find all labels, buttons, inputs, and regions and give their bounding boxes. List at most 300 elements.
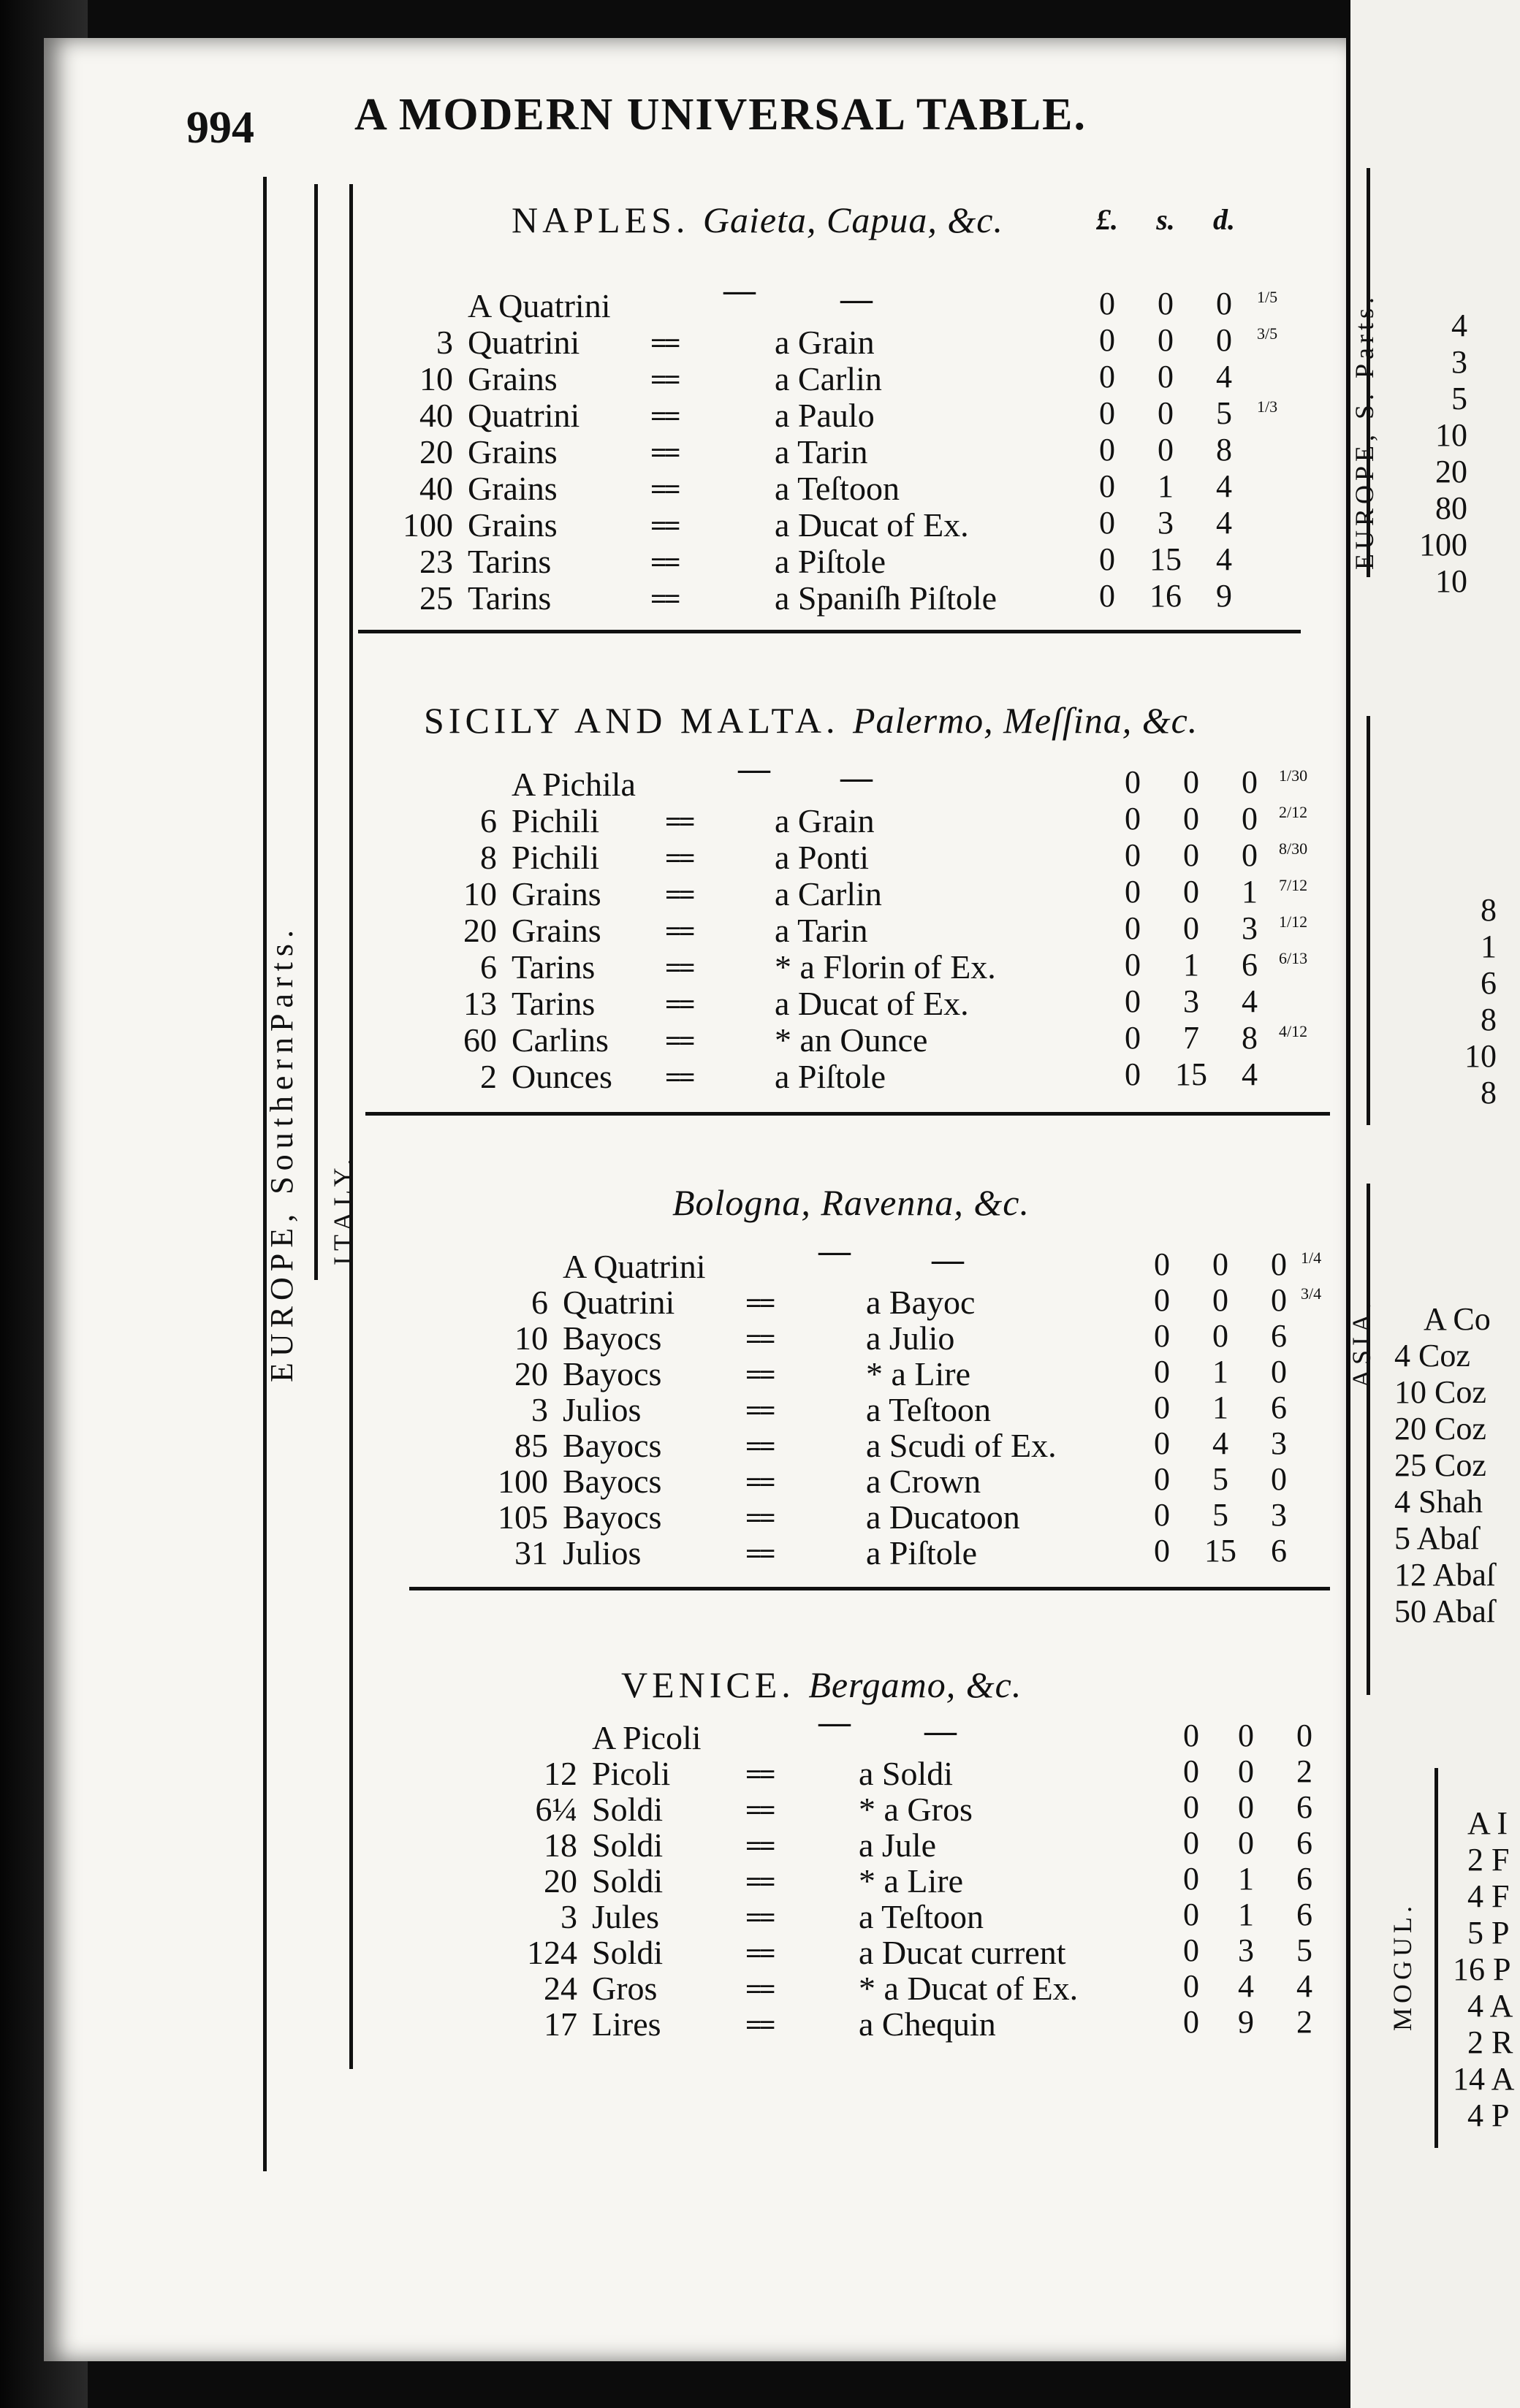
row-unit: Lires (592, 2005, 661, 2043)
equals-sign: == (745, 1501, 773, 1534)
dash-rule: — (924, 1713, 957, 1749)
equals-sign: == (745, 1901, 773, 1934)
equals-sign: == (745, 1758, 773, 1791)
farthing-fraction: 4/12 (1279, 1022, 1308, 1040)
shillings-value: 1 (1212, 1390, 1228, 1425)
pounds-value: 0 (1125, 1056, 1141, 1092)
equals-sign: == (650, 546, 678, 579)
facing-page (1347, 0, 1520, 2408)
facing-line: 16 P (1453, 1951, 1511, 1987)
pounds-value: 0 (1125, 983, 1141, 1019)
pounds-value: 0 (1154, 1354, 1170, 1390)
pounds-value: 0 (1125, 874, 1141, 910)
pounds-value: 0 (1154, 1461, 1170, 1497)
pence-value: 6 (1271, 1533, 1287, 1569)
row-quantity: 10 (514, 1319, 548, 1357)
shillings-value: 0 (1183, 874, 1199, 910)
row-value: a Bayoc (866, 1284, 976, 1321)
row-quantity: 100 (403, 506, 453, 544)
row-value: a Piſtole (775, 1058, 886, 1095)
section-title (621, 1664, 1022, 1706)
facing-line: 4 A (1467, 1988, 1513, 2024)
farthing-fraction: 1/5 (1257, 288, 1278, 306)
row-quantity: 23 (419, 543, 453, 580)
shillings-value: 9 (1238, 2004, 1254, 2040)
pence-value: 6 (1296, 1825, 1312, 1861)
section-title (512, 199, 1003, 241)
section-places: Bologna, Ravenna, &c. (672, 1182, 1030, 1223)
row-quantity: 40 (419, 397, 453, 434)
shillings-value: 1 (1183, 947, 1199, 983)
row-quantity: 8 (480, 839, 497, 876)
facing-line: 8 (1481, 892, 1497, 928)
section-places: Bergamo, &c. (808, 1664, 1022, 1705)
shillings-value: 0 (1183, 837, 1199, 873)
shillings-value: 1 (1212, 1354, 1228, 1390)
shillings-value: 5 (1212, 1461, 1228, 1497)
pence-value: 4 (1296, 1968, 1312, 2004)
pence-value: 3 (1242, 910, 1258, 946)
pounds-value: 0 (1125, 1020, 1141, 1056)
equals-sign: == (665, 988, 693, 1021)
pounds-value: 0 (1183, 1897, 1199, 1932)
equals-sign: == (650, 327, 678, 359)
equals-sign: == (745, 2008, 773, 2041)
section-title (424, 699, 1198, 742)
row-quantity: 13 (463, 985, 497, 1022)
equals-sign: == (665, 842, 693, 875)
section-country: NAPLES. (512, 199, 703, 240)
pence-value: 4 (1242, 983, 1258, 1019)
row-unit: Gros (592, 1970, 658, 2007)
row-value: a Ducatoon (866, 1498, 1020, 1536)
equals-sign: == (745, 1937, 773, 1970)
shillings-value: 0 (1183, 801, 1199, 837)
equals-sign: == (665, 878, 693, 911)
dash-rule: — (840, 760, 873, 796)
row-value: a Chequin (859, 2005, 996, 2043)
equals-sign: == (650, 509, 678, 542)
row-unit: Pichili (512, 839, 600, 876)
pence-value: 2 (1296, 2004, 1312, 2040)
row-quantity: 20 (419, 433, 453, 470)
pence-value: 6 (1271, 1390, 1287, 1425)
shillings-value: 0 (1158, 322, 1174, 358)
shillings-value: 3 (1183, 983, 1199, 1019)
shillings-value: 3 (1238, 1932, 1254, 1968)
row-unit: Bayocs (563, 1319, 662, 1357)
column-head: £. (1096, 203, 1118, 236)
facing-bracket-4 (1434, 1768, 1438, 2148)
farthing-fraction: 1/3 (1257, 397, 1278, 416)
row-unit: Bayocs (563, 1427, 662, 1464)
pounds-value: 0 (1125, 801, 1141, 837)
section-divider (358, 630, 1301, 633)
pence-value: 2 (1296, 1753, 1312, 1789)
row-unit: A Quatrini (563, 1248, 706, 1285)
pence-value: 8 (1216, 432, 1232, 468)
pence-value: 6 (1242, 947, 1258, 983)
row-quantity: 85 (514, 1427, 548, 1464)
row-unit: A Picoli (592, 1719, 702, 1756)
pounds-value: 0 (1099, 286, 1115, 321)
row-value: a Jule (859, 1826, 937, 1864)
row-unit: Soldi (592, 1934, 664, 1971)
equals-sign: == (665, 1024, 693, 1057)
shillings-value: 5 (1212, 1497, 1228, 1533)
farthing-fraction: 6/13 (1279, 949, 1308, 967)
pence-value: 3 (1271, 1425, 1287, 1461)
shillings-value: 0 (1238, 1718, 1254, 1753)
row-unit: Quatrini (468, 324, 580, 361)
farthing-fraction: 1/12 (1279, 912, 1308, 931)
equals-sign: == (745, 1466, 773, 1498)
row-value: a Grain (775, 324, 875, 361)
pounds-value: 0 (1125, 764, 1141, 800)
facing-line: 4 P (1467, 2098, 1510, 2133)
row-unit: Tarins (512, 985, 596, 1022)
shillings-value: 1 (1238, 1897, 1254, 1932)
row-value: a Ducat of Ex. (775, 506, 969, 544)
pounds-value: 0 (1099, 359, 1115, 395)
facing-side-label: ASIA. (1347, 1298, 1376, 1388)
row-value: a Ducat of Ex. (775, 985, 969, 1022)
pounds-value: 0 (1125, 947, 1141, 983)
row-quantity: 10 (463, 875, 497, 912)
equals-sign: == (650, 436, 678, 469)
equals-sign: == (745, 1973, 773, 2005)
row-value: a Soldi (859, 1755, 954, 1792)
pence-value: 6 (1296, 1861, 1312, 1897)
column-head: s. (1156, 203, 1175, 236)
row-quantity: 10 (419, 360, 453, 397)
equals-sign: == (650, 400, 678, 433)
pence-value: 4 (1216, 359, 1232, 395)
pounds-value: 0 (1183, 1825, 1199, 1861)
dash-rule: — (723, 273, 756, 308)
row-value: a Teſtoon (866, 1391, 991, 1428)
equals-sign: == (745, 1287, 773, 1319)
facing-side-label: MOGUL. (1388, 1902, 1417, 2031)
dash-rule: — (738, 751, 770, 787)
row-value: a Ponti (775, 839, 870, 876)
farthing-fraction: 7/12 (1279, 876, 1308, 894)
row-unit: Grains (468, 470, 558, 507)
row-value: a Teſtoon (859, 1898, 984, 1935)
equals-sign: == (745, 1865, 773, 1898)
shillings-value: 0 (1183, 764, 1199, 800)
pence-value: 5 (1296, 1932, 1312, 1968)
equals-sign: == (665, 915, 693, 948)
row-value: * a Gros (859, 1791, 973, 1828)
pounds-value: 0 (1099, 395, 1115, 431)
pence-value: 0 (1296, 1718, 1312, 1753)
facing-line: 100 (1419, 527, 1467, 563)
pence-value: 5 (1216, 395, 1232, 431)
row-quantity: 2 (480, 1058, 497, 1095)
row-unit: A Quatrini (468, 287, 611, 324)
row-value: a Tarin (775, 912, 868, 949)
pounds-value: 0 (1125, 910, 1141, 946)
pounds-value: 0 (1154, 1533, 1170, 1569)
equals-sign: == (745, 1794, 773, 1826)
facing-line: 12 Abaſ (1394, 1557, 1496, 1593)
pounds-value: 0 (1125, 837, 1141, 873)
row-unit: Quatrini (468, 397, 580, 434)
row-quantity: 100 (498, 1463, 548, 1500)
row-quantity: 40 (419, 470, 453, 507)
row-quantity: 3 (531, 1391, 548, 1428)
farthing-fraction: 3/5 (1257, 324, 1278, 343)
row-value: * an Ounce (775, 1021, 928, 1059)
pence-value: 0 (1242, 837, 1258, 873)
pence-value: 4 (1216, 541, 1232, 577)
facing-line: 5 P (1467, 1915, 1510, 1951)
section-country: VENICE. (621, 1664, 809, 1705)
row-value: * a Lire (866, 1355, 971, 1392)
row-quantity: 3 (560, 1898, 577, 1935)
facing-line: 10 (1435, 417, 1467, 453)
row-unit: Grains (512, 875, 601, 912)
row-value: a Paulo (775, 397, 875, 434)
pence-value: 8 (1242, 1020, 1258, 1056)
pounds-value: 0 (1154, 1246, 1170, 1282)
row-quantity: 6 (531, 1284, 548, 1321)
pounds-value: 0 (1099, 432, 1115, 468)
row-value: a Piſtole (866, 1534, 978, 1571)
facing-line: 5 Abaſ (1394, 1520, 1480, 1556)
row-quantity: 6 (480, 802, 497, 839)
facing-line: 2 R (1467, 2024, 1513, 2060)
shillings-value: 3 (1158, 505, 1174, 541)
shillings-value: 15 (1175, 1056, 1207, 1092)
pence-value: 0 (1216, 322, 1232, 358)
shillings-value: 15 (1204, 1533, 1236, 1569)
pence-value: 6 (1296, 1789, 1312, 1825)
italy-bracket-line (314, 184, 318, 1280)
row-value: a Tarin (775, 433, 868, 470)
row-value: a Teſtoon (775, 470, 900, 507)
shillings-value: 0 (1158, 395, 1174, 431)
row-value: a Grain (775, 802, 875, 839)
side-label-country: ITALY. (328, 1153, 357, 1265)
facing-line: 20 (1435, 454, 1467, 489)
equals-sign: == (745, 1394, 773, 1427)
pounds-value: 0 (1183, 1718, 1199, 1753)
facing-line: 2 F (1467, 1842, 1510, 1878)
pence-value: 1 (1242, 874, 1258, 910)
row-unit: Tarins (512, 948, 596, 986)
row-unit: Grains (512, 912, 601, 949)
facing-line: 10 (1435, 563, 1467, 599)
row-unit: Soldi (592, 1826, 664, 1864)
facing-line: 50 Abaſ (1394, 1593, 1496, 1629)
row-value: a Carlin (775, 875, 882, 912)
section-places: Palermo, Meſſina, &c. (852, 700, 1198, 741)
dash-rule: — (932, 1242, 964, 1278)
shillings-value: 0 (1238, 1753, 1254, 1789)
pence-value: 0 (1271, 1354, 1287, 1390)
shillings-value: 4 (1238, 1968, 1254, 2004)
equals-sign: == (745, 1537, 773, 1570)
dash-rule: — (818, 1233, 851, 1269)
pence-value: 4 (1242, 1056, 1258, 1092)
row-quantity: 124 (527, 1934, 577, 1971)
pence-value: 4 (1216, 468, 1232, 504)
row-unit: Grains (468, 360, 558, 397)
shillings-value: 0 (1158, 359, 1174, 395)
dash-rule: — (840, 281, 873, 317)
shillings-value: 0 (1212, 1246, 1228, 1282)
row-unit: Carlins (512, 1021, 609, 1059)
farthing-fraction: 1/4 (1301, 1249, 1322, 1267)
pence-value: 4 (1216, 505, 1232, 541)
equals-sign: == (745, 1358, 773, 1391)
pounds-value: 0 (1183, 1753, 1199, 1789)
facing-line: 25 Coz (1394, 1447, 1486, 1483)
row-unit: A Pichila (512, 766, 636, 803)
pence-value: 0 (1242, 801, 1258, 837)
facing-line: 80 (1435, 490, 1467, 526)
row-quantity: 24 (544, 1970, 577, 2007)
row-unit: Jules (592, 1898, 659, 1935)
equals-sign: == (650, 363, 678, 396)
pounds-value: 0 (1099, 505, 1115, 541)
pounds-value: 0 (1183, 1861, 1199, 1897)
equals-sign: == (745, 1829, 773, 1862)
row-unit: Picoli (592, 1755, 671, 1792)
row-quantity: 17 (544, 2005, 577, 2043)
shillings-value: 0 (1212, 1282, 1228, 1318)
facing-line: 10 (1464, 1038, 1497, 1074)
shillings-value: 1 (1238, 1861, 1254, 1897)
row-quantity: 105 (498, 1498, 548, 1536)
pence-value: 0 (1242, 764, 1258, 800)
row-unit: Soldi (592, 1862, 664, 1900)
facing-line: 6 (1481, 965, 1497, 1001)
pence-value: 0 (1271, 1461, 1287, 1497)
facing-line: 4 F (1467, 1878, 1510, 1914)
side-label-region: EUROPE, SouthernParts. (264, 924, 300, 1382)
pence-value: 0 (1271, 1246, 1287, 1282)
facing-line: 10 Coz (1394, 1374, 1486, 1410)
shillings-value: 0 (1158, 432, 1174, 468)
farthing-fraction: 1/30 (1279, 766, 1308, 785)
row-value: * a Ducat of Ex. (859, 1970, 1079, 2007)
equals-sign: == (745, 1430, 773, 1463)
pounds-value: 0 (1183, 1932, 1199, 1968)
row-unit: Julios (563, 1391, 642, 1428)
facing-line: A Co (1424, 1301, 1491, 1337)
facing-line: 5 (1451, 381, 1467, 416)
facing-line: 3 (1451, 344, 1467, 380)
facing-line: 8 (1481, 1002, 1497, 1037)
pence-value: 6 (1296, 1897, 1312, 1932)
row-quantity: 3 (436, 324, 453, 361)
pounds-value: 0 (1154, 1282, 1170, 1318)
row-unit: Grains (468, 433, 558, 470)
row-unit: Tarins (468, 579, 552, 617)
row-quantity: 31 (514, 1534, 548, 1571)
facing-side-label: EUROPE, S. Parts. (1350, 292, 1379, 570)
row-quantity: 20 (463, 912, 497, 949)
pounds-value: 0 (1183, 1968, 1199, 2004)
row-value: a Carlin (775, 360, 882, 397)
row-value: a Scudi of Ex. (866, 1427, 1057, 1464)
shillings-value: 0 (1212, 1318, 1228, 1354)
dash-rule: — (818, 1704, 851, 1740)
shillings-value: 4 (1212, 1425, 1228, 1461)
facing-line: 20 Coz (1394, 1411, 1486, 1447)
row-unit: Ounces (512, 1058, 612, 1095)
equals-sign: == (665, 805, 693, 838)
row-quantity: 20 (544, 1862, 577, 1900)
row-unit: Soldi (592, 1791, 664, 1828)
row-quantity: 18 (544, 1826, 577, 1864)
pence-value: 6 (1271, 1318, 1287, 1354)
pounds-value: 0 (1099, 578, 1115, 614)
section-places: Gaieta, Capua, &c. (702, 199, 1003, 240)
shillings-value: 0 (1238, 1789, 1254, 1825)
pence-value: 0 (1216, 286, 1232, 321)
pence-value: 0 (1271, 1282, 1287, 1318)
pounds-value: 0 (1154, 1390, 1170, 1425)
pounds-value: 0 (1099, 468, 1115, 504)
shillings-value: 0 (1183, 910, 1199, 946)
facing-line: 14 A (1453, 2061, 1515, 2097)
shillings-value: 1 (1158, 468, 1174, 504)
pounds-value: 0 (1099, 322, 1115, 358)
pence-value: 3 (1271, 1497, 1287, 1533)
row-value: a Ducat current (859, 1934, 1066, 1971)
row-value: * a Florin of Ex. (775, 948, 996, 986)
row-quantity: 6 (480, 948, 497, 986)
row-quantity: 20 (514, 1355, 548, 1392)
row-value: a Spaniſh Piſtole (775, 579, 997, 617)
shillings-value: 15 (1150, 541, 1182, 577)
pounds-value: 0 (1154, 1425, 1170, 1461)
facing-bracket-2 (1367, 716, 1370, 1125)
row-unit: Bayocs (563, 1463, 662, 1500)
row-quantity: 25 (419, 579, 453, 617)
farthing-fraction: 2/12 (1279, 803, 1308, 821)
page-number: 994 (186, 103, 254, 153)
pounds-value: 0 (1154, 1497, 1170, 1533)
pence-value: 9 (1216, 578, 1232, 614)
equals-sign: == (665, 1061, 693, 1094)
running-header: A MODERN UNIVERSAL TABLE. (354, 90, 1087, 140)
column-head: d. (1213, 203, 1235, 236)
section-divider (409, 1587, 1330, 1590)
page-994 (44, 38, 1346, 2361)
facing-line: 1 (1481, 929, 1497, 964)
row-unit: Bayocs (563, 1355, 662, 1392)
equals-sign: == (745, 1322, 773, 1355)
row-unit: Quatrini (563, 1284, 675, 1321)
row-unit: Pichili (512, 802, 600, 839)
equals-sign: == (650, 473, 678, 506)
row-unit: Julios (563, 1534, 642, 1571)
section-title (672, 1181, 1030, 1224)
pounds-value: 0 (1099, 541, 1115, 577)
facing-line: 4 (1451, 308, 1467, 343)
farthing-fraction: 8/30 (1279, 839, 1308, 858)
row-unit: Tarins (468, 543, 552, 580)
equals-sign: == (650, 582, 678, 615)
row-quantity: 12 (544, 1755, 577, 1792)
row-value: a Crown (866, 1463, 981, 1500)
facing-bracket-3 (1367, 1184, 1370, 1695)
